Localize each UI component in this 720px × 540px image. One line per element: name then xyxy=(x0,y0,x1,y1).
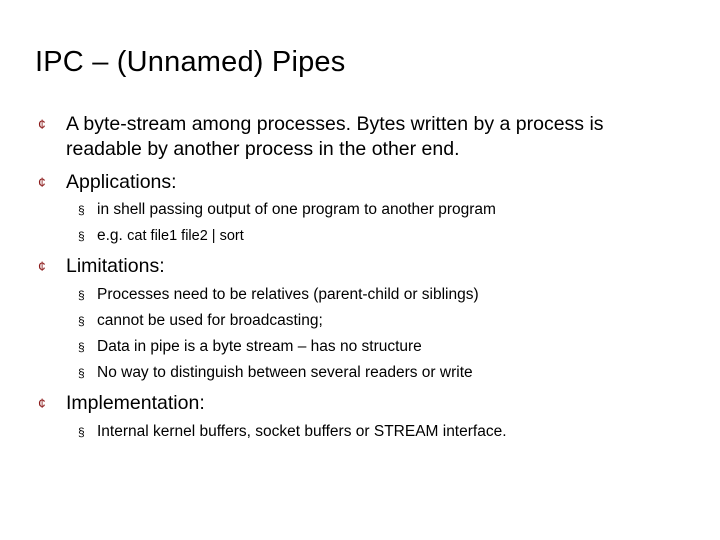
bullet-text: Applications: xyxy=(66,171,177,193)
example-command: cat file1 file2 | sort xyxy=(127,228,244,244)
sub-bullet-text: Data in pipe is a byte stream – has no structure xyxy=(97,338,422,355)
bullet-text: Implementation: xyxy=(66,392,205,414)
sub-bullet-icon: § xyxy=(78,425,85,439)
sub-bullet-icon: § xyxy=(78,340,85,354)
bullet-text: A byte-stream among processes. Bytes written by a process is readable by another process in the other end. xyxy=(66,113,604,160)
sub-bullet-text xyxy=(97,226,244,246)
sub-bullet-icon: § xyxy=(78,229,85,243)
example-prefix: e.g. xyxy=(97,227,128,244)
sub-bullet-icon: § xyxy=(78,366,85,380)
bullet-icon: ¢ xyxy=(38,116,46,132)
sub-bullet-icon: § xyxy=(78,203,85,217)
bullet-icon: ¢ xyxy=(38,174,46,190)
sub-bullet-text: No way to distinguish between several readers or write xyxy=(97,364,473,381)
bullet-icon: ¢ xyxy=(38,395,46,411)
sub-bullet-text: Internal kernel buffers, socket buffers or STREAM interface. xyxy=(97,423,507,440)
sub-bullet-icon: § xyxy=(78,314,85,328)
slide-title: IPC – (Unnamed) Pipes xyxy=(35,46,346,78)
sub-bullet-text: in shell passing output of one program to another program xyxy=(97,201,496,218)
sub-bullet-text: Processes need to be relatives (parent-child or siblings) xyxy=(97,286,479,303)
sub-bullet-icon: § xyxy=(78,288,85,302)
bullet-text: Limitations: xyxy=(66,255,165,277)
sub-bullet-text: cannot be used for broadcasting; xyxy=(97,312,323,329)
bullet-icon: ¢ xyxy=(38,258,46,274)
